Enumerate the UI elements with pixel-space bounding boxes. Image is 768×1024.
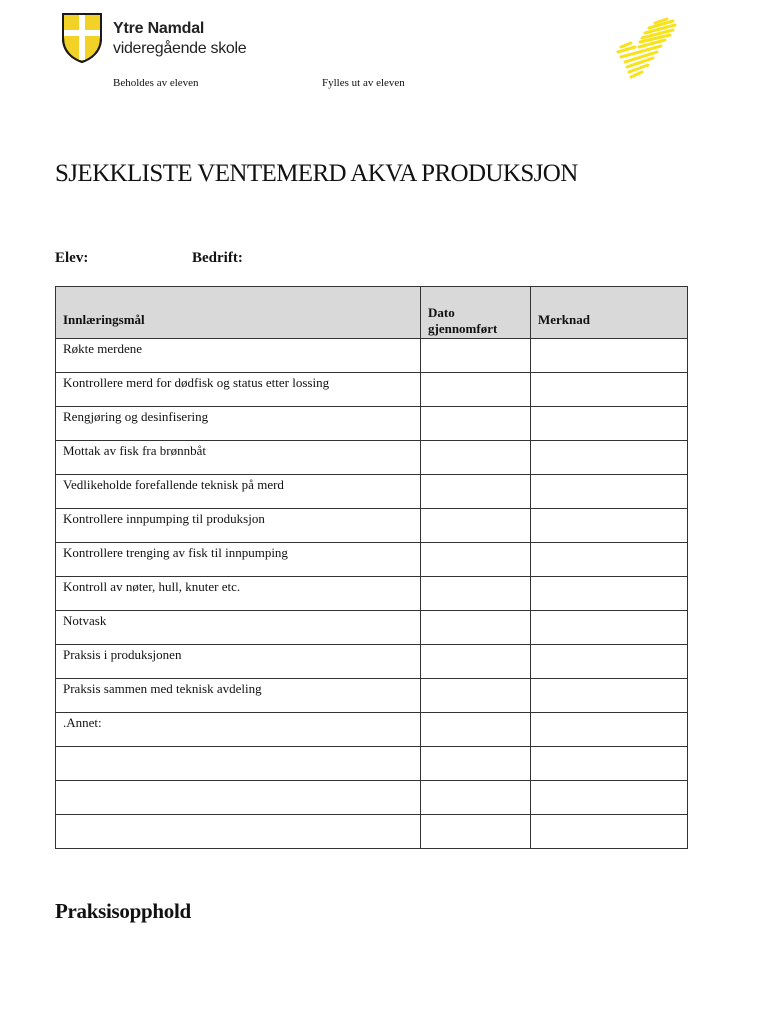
school-subtitle: videregående skole [113, 40, 247, 57]
learning-goal-cell: Praksis sammen med teknisk avdeling [56, 679, 421, 713]
date-cell[interactable] [421, 509, 531, 543]
remark-cell[interactable] [531, 679, 688, 713]
table-row [56, 475, 688, 509]
date-cell[interactable] [421, 611, 531, 645]
remark-cell[interactable] [531, 611, 688, 645]
table-row [56, 543, 688, 577]
remark-cell[interactable] [531, 645, 688, 679]
learning-goal-cell: Kontrollere merd for dødfisk og status etter lossing [56, 373, 421, 407]
learning-goal-cell: Notvask [56, 611, 421, 645]
date-cell[interactable] [421, 407, 531, 441]
blank-goal-cell[interactable] [56, 781, 421, 815]
remark-cell[interactable] [531, 339, 688, 373]
date-cell[interactable] [421, 373, 531, 407]
student-field-label: Elev: [55, 250, 89, 266]
remark-cell[interactable] [531, 475, 688, 509]
column-header-date-completed: Dato gjennomført [421, 287, 531, 339]
date-cell[interactable] [421, 747, 531, 781]
date-cell[interactable] [421, 815, 531, 849]
document-title: SJEKKLISTE VENTEMERD AKVA PRODUKSJON [55, 160, 578, 187]
remark-cell[interactable] [531, 577, 688, 611]
remark-cell[interactable] [531, 373, 688, 407]
date-cell[interactable] [421, 781, 531, 815]
table-row [56, 713, 688, 747]
blank-goal-cell[interactable] [56, 747, 421, 781]
table-row [56, 441, 688, 475]
remark-cell[interactable] [531, 441, 688, 475]
coat-of-arms-icon [61, 12, 103, 64]
table-row [56, 747, 688, 781]
school-name: Ytre Namdal [113, 20, 205, 37]
remark-cell[interactable] [531, 815, 688, 849]
table-row [56, 645, 688, 679]
date-cell[interactable] [421, 679, 531, 713]
company-field-label: Bedrift: [192, 250, 243, 266]
remark-cell[interactable] [531, 543, 688, 577]
table-row [56, 373, 688, 407]
table-row [56, 611, 688, 645]
learning-goal-cell: Rengjøring og desinfisering [56, 407, 421, 441]
table-row [56, 339, 688, 373]
date-cell[interactable] [421, 713, 531, 747]
remark-cell[interactable] [531, 781, 688, 815]
note-filled-by-student: Fylles ut av eleven [322, 77, 405, 89]
county-logo-icon [615, 17, 677, 81]
date-cell[interactable] [421, 441, 531, 475]
learning-goal-cell: Kontrollere innpumping til produksjon [56, 509, 421, 543]
blank-goal-cell[interactable] [56, 815, 421, 849]
learning-goal-cell: Praksis i produksjonen [56, 645, 421, 679]
remark-cell[interactable] [531, 407, 688, 441]
column-header-remark: Merknad [531, 287, 688, 339]
note-kept-by-student: Beholdes av eleven [113, 77, 199, 89]
column-header-learning-goal: Innlæringsmål [56, 287, 421, 339]
table-row [56, 679, 688, 713]
table-row [56, 577, 688, 611]
other-goal-cell[interactable]: .Annet: [56, 713, 421, 747]
table-row [56, 407, 688, 441]
learning-goal-cell: Kontroll av nøter, hull, knuter etc. [56, 577, 421, 611]
date-cell[interactable] [421, 577, 531, 611]
learning-goal-cell: Røkte merdene [56, 339, 421, 373]
date-cell[interactable] [421, 543, 531, 577]
learning-goal-cell: Kontrollere trenging av fisk til innpumping [56, 543, 421, 577]
table-row [56, 509, 688, 543]
checklist-table [55, 286, 688, 849]
date-cell[interactable] [421, 645, 531, 679]
section-heading-internship: Praksisopphold [55, 899, 191, 923]
table-row [56, 781, 688, 815]
learning-goal-cell: Mottak av fisk fra brønnbåt [56, 441, 421, 475]
remark-cell[interactable] [531, 713, 688, 747]
remark-cell[interactable] [531, 747, 688, 781]
learning-goal-cell: Vedlikeholde forefallende teknisk på merd [56, 475, 421, 509]
date-cell[interactable] [421, 475, 531, 509]
table-header-row [56, 287, 688, 339]
remark-cell[interactable] [531, 509, 688, 543]
date-cell[interactable] [421, 339, 531, 373]
table-row [56, 815, 688, 849]
